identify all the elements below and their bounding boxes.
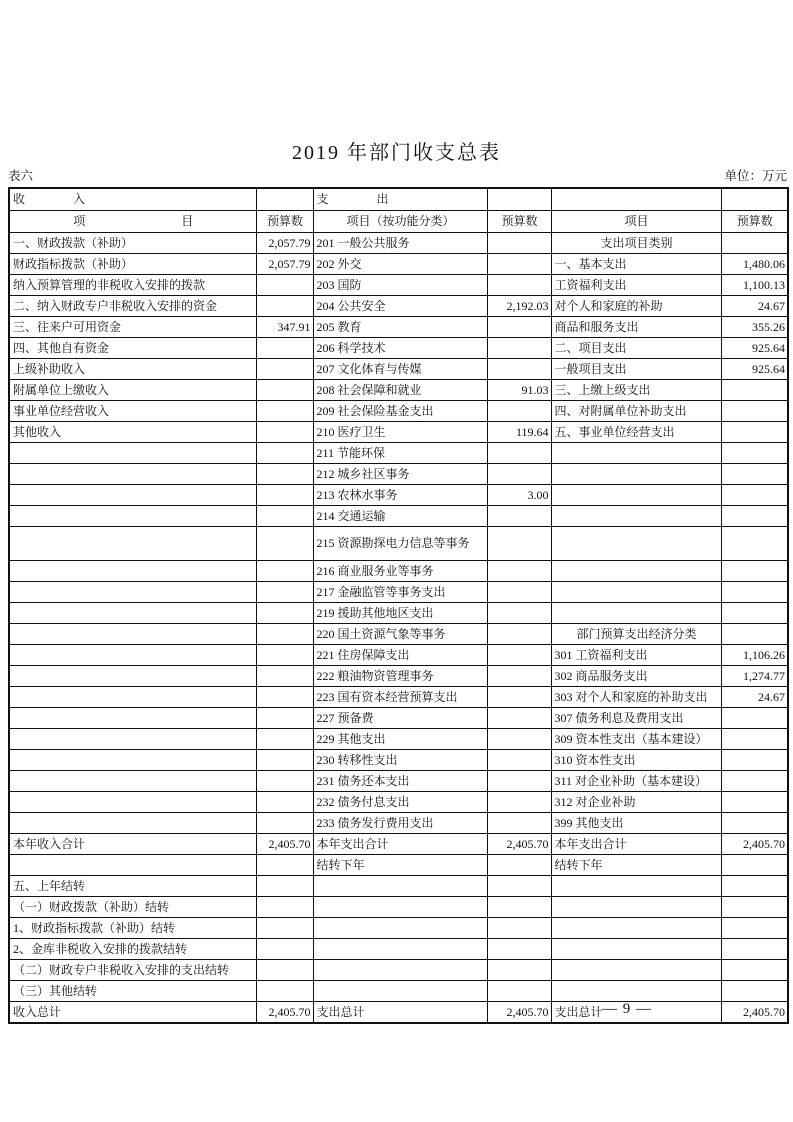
- table-meta-row: [8, 166, 787, 184]
- budget-value: 1,274.77: [721, 666, 788, 687]
- row-label: [551, 506, 721, 527]
- row-label: [551, 485, 721, 506]
- budget-value: [487, 506, 551, 527]
- row-label: [9, 855, 256, 876]
- budget-value: [256, 443, 313, 464]
- row-label: （一）财政拨款（补助）结转: [9, 897, 256, 918]
- budget-value: [256, 624, 313, 645]
- row-label: 四、对附属单位补助支出: [551, 401, 721, 422]
- budget-value: [256, 582, 313, 603]
- table-row: [9, 939, 788, 960]
- budget-value: [487, 603, 551, 624]
- row-label: 1、财政指标拨款（补助）结转: [9, 918, 256, 939]
- budget-value: [487, 582, 551, 603]
- row-label: [551, 582, 721, 603]
- unit-label: 单位：万元: [724, 169, 787, 183]
- row-label: 附属单位上缴收入: [9, 380, 256, 401]
- row-label: 结转下年: [313, 855, 487, 876]
- table-row: [9, 254, 788, 275]
- row-label: 五、事业单位经营支出: [551, 422, 721, 443]
- col-header-income-item: 项 目: [9, 211, 256, 233]
- budget-value: [487, 771, 551, 792]
- row-label: 311 对企业补助（基本建设）: [551, 771, 721, 792]
- budget-value: [487, 939, 551, 960]
- budget-value: 2,405.70: [487, 834, 551, 855]
- budget-value: [256, 960, 313, 981]
- expense-section-title: 支 出: [313, 188, 487, 211]
- budget-value: [721, 603, 788, 624]
- budget-value: 24.67: [721, 296, 788, 317]
- budget-value: [721, 792, 788, 813]
- table-row: [9, 813, 788, 834]
- row-label: 上级补助收入: [9, 359, 256, 380]
- budget-value: [487, 792, 551, 813]
- row-label: [9, 813, 256, 834]
- row-label: 208 社会保障和就业: [313, 380, 487, 401]
- row-label: 206 科学技术: [313, 338, 487, 359]
- row-label: [313, 918, 487, 939]
- table-row: [9, 897, 788, 918]
- row-label: 一、财政拨款（补助）: [9, 233, 256, 254]
- table-row: [9, 296, 788, 317]
- table-row: [9, 401, 788, 422]
- row-label: [551, 939, 721, 960]
- row-label: 203 国防: [313, 275, 487, 296]
- table-row: [9, 918, 788, 939]
- row-label: 其他收入: [9, 422, 256, 443]
- budget-value: 2,057.79: [256, 233, 313, 254]
- income-section-title: 收 入: [9, 188, 256, 211]
- table-row: [9, 485, 788, 506]
- row-label: [551, 960, 721, 981]
- row-label: [313, 981, 487, 1002]
- page-number: — 9 —: [602, 1001, 652, 1017]
- budget-value: [487, 960, 551, 981]
- row-label: 纳入预算管理的非税收入安排的拨款: [9, 275, 256, 296]
- row-label: 202 外交: [313, 254, 487, 275]
- budget-value: [487, 338, 551, 359]
- budget-value: [721, 582, 788, 603]
- row-label: 结转下年: [551, 855, 721, 876]
- table-row: [9, 359, 788, 380]
- row-label: [313, 960, 487, 981]
- row-label: [9, 464, 256, 485]
- budget-value: [256, 918, 313, 939]
- budget-value: [721, 506, 788, 527]
- table-row: [9, 834, 788, 855]
- budget-value: [256, 750, 313, 771]
- table-row: [9, 233, 788, 254]
- budget-value: [487, 981, 551, 1002]
- budget-value: [721, 981, 788, 1002]
- budget-value: 1,106.26: [721, 645, 788, 666]
- budget-value: [721, 401, 788, 422]
- row-label: [551, 981, 721, 1002]
- row-label: [9, 443, 256, 464]
- budget-value: [721, 855, 788, 876]
- table-row: [9, 464, 788, 485]
- row-label: 220 国土资源气象等事务: [313, 624, 487, 645]
- row-label: 301 工资福利支出: [551, 645, 721, 666]
- row-label: [551, 527, 721, 561]
- budget-value: 24.67: [721, 687, 788, 708]
- budget-value: 2,405.70: [256, 1002, 313, 1024]
- table-row: [9, 443, 788, 464]
- row-label: [9, 708, 256, 729]
- row-label: 230 转移性支出: [313, 750, 487, 771]
- budget-value: [487, 561, 551, 582]
- budget-table-header: [9, 188, 788, 233]
- budget-value: 2,405.70: [487, 1002, 551, 1024]
- col-header-budget: 预算数: [721, 211, 788, 233]
- row-label: 302 商品服务支出: [551, 666, 721, 687]
- row-label: [313, 939, 487, 960]
- row-label: 收入总计: [9, 1002, 256, 1024]
- row-label: 财政指标拨款（补助）: [9, 254, 256, 275]
- budget-value: [721, 708, 788, 729]
- row-label: 221 住房保障支出: [313, 645, 487, 666]
- budget-value: [256, 939, 313, 960]
- row-label: 227 预备费: [313, 708, 487, 729]
- budget-value: [721, 422, 788, 443]
- row-label: 309 资本性支出（基本建设）: [551, 729, 721, 750]
- row-label: 307 债务利息及费用支出: [551, 708, 721, 729]
- budget-value: [721, 918, 788, 939]
- page-title: 2019 年部门收支总表: [292, 142, 501, 164]
- table-row: [9, 708, 788, 729]
- budget-value: 119.64: [487, 422, 551, 443]
- budget-value: [256, 527, 313, 561]
- budget-value: [721, 485, 788, 506]
- table-row: [9, 275, 788, 296]
- row-label: [551, 918, 721, 939]
- row-label: [9, 624, 256, 645]
- row-label: （三）其他结转: [9, 981, 256, 1002]
- row-label: 312 对企业补助: [551, 792, 721, 813]
- table-row: [9, 338, 788, 359]
- row-label: 233 债务发行费用支出: [313, 813, 487, 834]
- budget-value: [487, 876, 551, 897]
- table-row: [9, 792, 788, 813]
- budget-value: [256, 338, 313, 359]
- row-label: 本年收入合计: [9, 834, 256, 855]
- budget-value: [721, 897, 788, 918]
- row-label: 本年支出合计: [313, 834, 487, 855]
- budget-value: [721, 729, 788, 750]
- budget-value: 925.64: [721, 359, 788, 380]
- row-label: 支出总计: [313, 1002, 487, 1024]
- budget-value: [721, 380, 788, 401]
- row-label: 对个人和家庭的补助: [551, 296, 721, 317]
- table-row: [9, 561, 788, 582]
- row-label: [551, 603, 721, 624]
- table-row: [9, 603, 788, 624]
- budget-value: [487, 233, 551, 254]
- budget-value: [487, 813, 551, 834]
- budget-value: [256, 561, 313, 582]
- row-label: 210 医疗卫生: [313, 422, 487, 443]
- budget-value: [256, 855, 313, 876]
- budget-value: 91.03: [487, 380, 551, 401]
- budget-value: [487, 666, 551, 687]
- budget-value: [256, 708, 313, 729]
- col-header-expense-item-func: 项目（按功能分类）: [313, 211, 487, 233]
- row-label: 232 债务付息支出: [313, 792, 487, 813]
- budget-value: [721, 876, 788, 897]
- row-label: 工资福利支出: [551, 275, 721, 296]
- budget-value: [721, 771, 788, 792]
- row-label: 303 对个人和家庭的补助支出: [551, 687, 721, 708]
- budget-value: [721, 233, 788, 254]
- table-row: [9, 317, 788, 338]
- budget-value: [721, 527, 788, 561]
- budget-value: [487, 317, 551, 338]
- budget-value: 2,405.70: [256, 834, 313, 855]
- row-label: 213 农林水事务: [313, 485, 487, 506]
- budget-value: [487, 687, 551, 708]
- budget-value: [487, 750, 551, 771]
- budget-value: 2,405.70: [721, 834, 788, 855]
- table-row: [9, 666, 788, 687]
- row-label: 211 节能环保: [313, 443, 487, 464]
- budget-value: [487, 708, 551, 729]
- budget-value: 2,057.79: [256, 254, 313, 275]
- row-label: [9, 527, 256, 561]
- budget-value: [487, 527, 551, 561]
- row-label: [9, 687, 256, 708]
- table-row: [9, 624, 788, 645]
- budget-value: [487, 918, 551, 939]
- row-label: [9, 506, 256, 527]
- col-header-budget: 预算数: [487, 211, 551, 233]
- row-label: [9, 771, 256, 792]
- table-row: [9, 960, 788, 981]
- budget-value: 2,192.03: [487, 296, 551, 317]
- budget-value: [256, 422, 313, 443]
- budget-value: [487, 401, 551, 422]
- row-label: 205 教育: [313, 317, 487, 338]
- budget-value: [256, 485, 313, 506]
- table-row: [9, 527, 788, 561]
- budget-value: [256, 380, 313, 401]
- row-label: [9, 603, 256, 624]
- budget-value: [487, 464, 551, 485]
- row-label: [9, 750, 256, 771]
- budget-value: [256, 359, 313, 380]
- budget-value: [256, 792, 313, 813]
- budget-value: [487, 359, 551, 380]
- header-row-columns: [9, 211, 788, 233]
- row-label: 二、项目支出: [551, 338, 721, 359]
- table-row: [9, 750, 788, 771]
- table-label: 表六: [8, 169, 34, 183]
- header-empty-cell: [721, 188, 788, 211]
- budget-value: [721, 443, 788, 464]
- budget-value: [256, 876, 313, 897]
- row-label: 229 其他支出: [313, 729, 487, 750]
- row-label: 本年支出合计: [551, 834, 721, 855]
- row-label: 215 资源勘探电力信息等事务: [313, 527, 487, 561]
- table-row: [9, 1002, 788, 1024]
- row-label: 223 国有资本经营预算支出: [313, 687, 487, 708]
- budget-value: [721, 813, 788, 834]
- row-label: 204 公共安全: [313, 296, 487, 317]
- budget-value: 355.26: [721, 317, 788, 338]
- budget-table-body: [9, 233, 788, 1024]
- budget-value: [256, 296, 313, 317]
- row-label: [9, 645, 256, 666]
- row-label: 217 金融监管等事务支出: [313, 582, 487, 603]
- budget-value: [487, 729, 551, 750]
- budget-value: [256, 645, 313, 666]
- budget-value: 347.91: [256, 317, 313, 338]
- row-label: 四、其他自有资金: [9, 338, 256, 359]
- row-label: 二、纳入财政专户非税收入安排的资金: [9, 296, 256, 317]
- budget-value: [256, 275, 313, 296]
- budget-value: [256, 813, 313, 834]
- budget-table: [8, 187, 789, 1024]
- budget-value: 1,480.06: [721, 254, 788, 275]
- row-label: [9, 729, 256, 750]
- budget-value: 1,100.13: [721, 275, 788, 296]
- row-label: 310 资本性支出: [551, 750, 721, 771]
- table-row: [9, 645, 788, 666]
- col-header-item: 项目: [551, 211, 721, 233]
- row-label: 商品和服务支出: [551, 317, 721, 338]
- row-label: 231 债务还本支出: [313, 771, 487, 792]
- budget-value: [256, 981, 313, 1002]
- budget-value: [256, 666, 313, 687]
- row-label: （二）财政专户非税收入安排的支出结转: [9, 960, 256, 981]
- budget-value: 3.00: [487, 485, 551, 506]
- row-label: 支出总计: [551, 1002, 721, 1024]
- table-row: [9, 855, 788, 876]
- row-label: 201 一般公共服务: [313, 233, 487, 254]
- row-label: [551, 876, 721, 897]
- table-row: [9, 876, 788, 897]
- header-empty-cell: [487, 188, 551, 211]
- budget-value: [256, 401, 313, 422]
- budget-value: [487, 855, 551, 876]
- budget-value: [721, 750, 788, 771]
- budget-value: [256, 603, 313, 624]
- row-label: 三、往来户可用资金: [9, 317, 256, 338]
- budget-value: [721, 960, 788, 981]
- budget-value: [721, 624, 788, 645]
- header-row-sections: [9, 188, 788, 211]
- budget-value: [721, 561, 788, 582]
- table-row: [9, 771, 788, 792]
- budget-value: [256, 464, 313, 485]
- budget-value: [256, 729, 313, 750]
- row-label: 216 商业服务业等事务: [313, 561, 487, 582]
- row-label: [551, 464, 721, 485]
- budget-value: [487, 443, 551, 464]
- table-row: [9, 687, 788, 708]
- row-label: 一般项目支出: [551, 359, 721, 380]
- row-label: 2、金库非税收入安排的拨款结转: [9, 939, 256, 960]
- row-label: [9, 792, 256, 813]
- row-label: 三、上缴上级支出: [551, 380, 721, 401]
- table-row: [9, 981, 788, 1002]
- table-row: [9, 380, 788, 401]
- row-label: 222 粮油物资管理事务: [313, 666, 487, 687]
- header-empty-cell: [551, 188, 721, 211]
- budget-value: 2,405.70: [721, 1002, 788, 1024]
- row-label: 事业单位经营收入: [9, 401, 256, 422]
- budget-value: [256, 687, 313, 708]
- row-label: [313, 876, 487, 897]
- row-label: [551, 897, 721, 918]
- row-label: 399 其他支出: [551, 813, 721, 834]
- row-label: 214 交通运输: [313, 506, 487, 527]
- header-empty-cell: [256, 188, 313, 211]
- row-label: [9, 561, 256, 582]
- row-label: 一、基本支出: [551, 254, 721, 275]
- row-label: [551, 561, 721, 582]
- budget-value: [256, 506, 313, 527]
- row-label: [9, 485, 256, 506]
- col-header-budget: 预算数: [256, 211, 313, 233]
- table-row: [9, 506, 788, 527]
- row-label: [9, 582, 256, 603]
- row-label: 219 援助其他地区支出: [313, 603, 487, 624]
- row-label: 部门预算支出经济分类: [551, 624, 721, 645]
- row-label: 207 文化体育与传媒: [313, 359, 487, 380]
- budget-value: [256, 771, 313, 792]
- budget-value: [721, 939, 788, 960]
- table-row: [9, 729, 788, 750]
- budget-value: [487, 254, 551, 275]
- budget-value: 925.64: [721, 338, 788, 359]
- budget-value: [721, 464, 788, 485]
- table-row: [9, 422, 788, 443]
- budget-value: [487, 897, 551, 918]
- row-label: 五、上年结转: [9, 876, 256, 897]
- row-label: [9, 666, 256, 687]
- row-label: 支出项目类别: [551, 233, 721, 254]
- table-row: [9, 582, 788, 603]
- row-label: [551, 443, 721, 464]
- row-label: [313, 897, 487, 918]
- row-label: 209 社会保险基金支出: [313, 401, 487, 422]
- row-label: 212 城乡社区事务: [313, 464, 487, 485]
- budget-value: [487, 624, 551, 645]
- budget-value: [487, 645, 551, 666]
- budget-value: [256, 897, 313, 918]
- budget-value: [487, 275, 551, 296]
